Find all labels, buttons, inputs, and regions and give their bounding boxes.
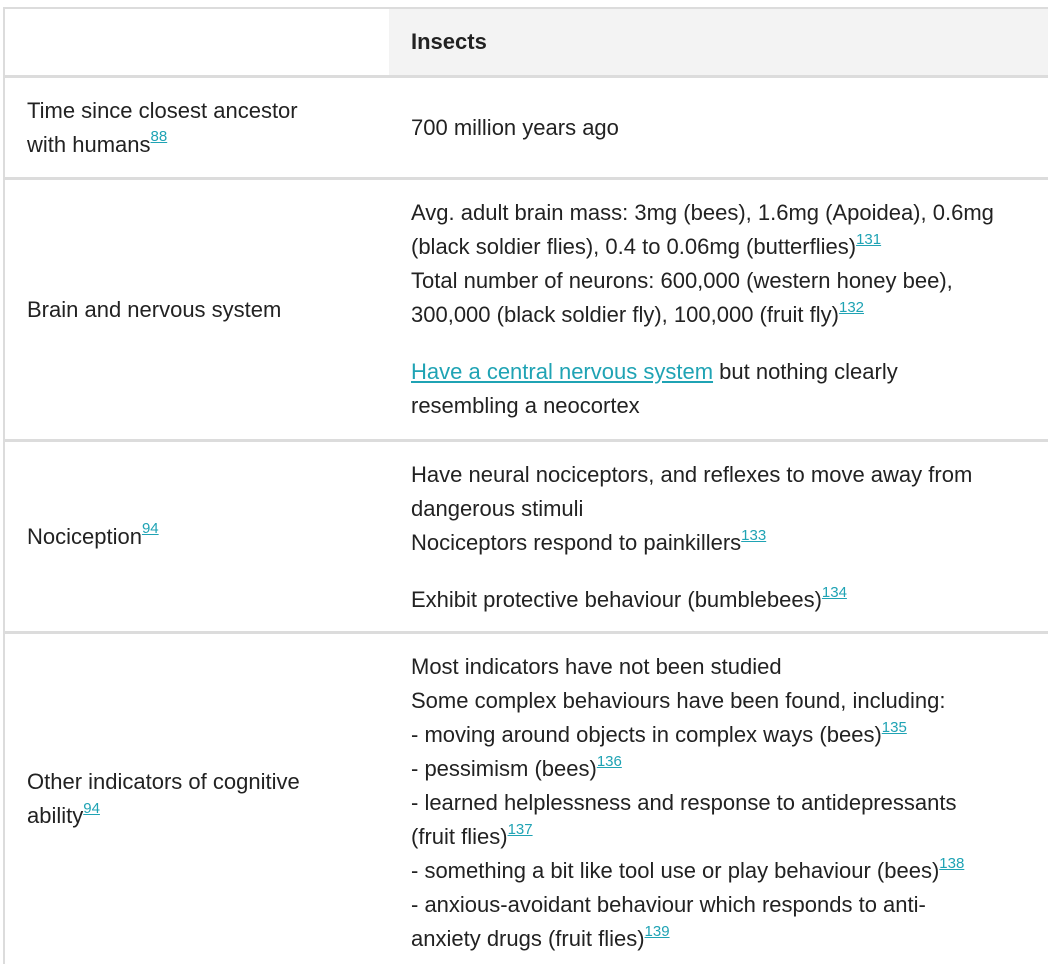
footnote-link[interactable]: 135	[881, 718, 907, 736]
row-label: Brain and nervous system	[27, 296, 282, 322]
indicator-line	[411, 820, 1035, 854]
footnote-link[interactable]: 132	[838, 298, 865, 316]
text-line: dangerous stimuli	[411, 496, 584, 521]
footnote-link[interactable]: 138	[939, 854, 965, 872]
neuron-count-text	[411, 264, 1035, 332]
header-insects-cell	[389, 9, 1048, 75]
label-text: with humans	[27, 131, 151, 157]
nervous-system-text	[411, 355, 1035, 423]
indicator-line	[411, 684, 1035, 718]
text-line: Have neural nociceptors, and reflexes to move away from	[411, 462, 973, 487]
footnote-link[interactable]: 133	[741, 526, 767, 544]
text-line: but nothing clearly	[713, 359, 898, 384]
painkillers-text	[411, 526, 1035, 560]
label-text: ability	[27, 803, 84, 828]
row-label	[27, 765, 300, 833]
indicator-line	[411, 786, 1035, 820]
row-value-cell	[389, 442, 1048, 631]
comparison-table	[3, 7, 1048, 964]
label-text: Nociception	[27, 523, 142, 549]
text-line: Total number of neurons: 600,000 (western honey bee),	[411, 268, 953, 293]
text-line: - learned helplessness and response to antidepressants	[411, 790, 957, 815]
table-row-time-since-ancestor	[5, 78, 1048, 180]
footnote-link[interactable]: 134	[821, 583, 847, 601]
text-line: Some complex behaviours have been found, including:	[411, 688, 946, 713]
nociceptors-text	[411, 458, 1035, 526]
central-nervous-system-link[interactable]: Have a central nervous system	[411, 359, 714, 384]
protective-behaviour-text	[411, 583, 1035, 617]
label-text: Other indicators of cognitive	[27, 769, 300, 794]
row-value-cell	[389, 634, 1048, 964]
text-line: Avg. adult brain mass: 3mg (bees), 1.6mg (Apoidea), 0.6mg	[411, 200, 994, 225]
text-line: Nociceptors respond to painkillers	[411, 530, 742, 555]
column-heading: Insects	[411, 29, 487, 54]
row-label-cell	[5, 442, 389, 631]
label-text: Time since closest ancestor	[27, 97, 298, 123]
indicator-line	[411, 854, 1035, 888]
text-line: - pessimism (bees)	[411, 756, 597, 781]
indicator-line	[411, 752, 1035, 786]
table-header-row	[5, 9, 1048, 78]
footnote-link[interactable]: 94	[141, 520, 159, 538]
row-value-cell	[389, 78, 1048, 177]
indicator-line	[411, 922, 1035, 956]
text-line: resembling a neocortex	[411, 393, 640, 418]
value-text: 700 million years ago	[411, 114, 619, 140]
footnote-link[interactable]: 88	[150, 128, 168, 146]
row-label-cell	[5, 180, 389, 439]
footnote-link[interactable]: 137	[507, 820, 533, 838]
row-value-cell	[389, 180, 1048, 439]
text-line: (fruit flies)	[411, 824, 508, 849]
table-row-nociception	[5, 442, 1048, 634]
footnote-link[interactable]: 136	[596, 752, 622, 770]
table-row-brain	[5, 180, 1048, 442]
indicator-line	[411, 888, 1035, 922]
text-line: Most indicators have not been studied	[411, 654, 782, 679]
row-label-cell	[5, 634, 389, 964]
spacer	[411, 560, 1035, 583]
text-line: - moving around objects in complex ways (bees)	[411, 722, 882, 747]
header-empty-cell	[5, 9, 389, 75]
text-line: - something a bit like tool use or play behaviour (bees)	[411, 858, 940, 883]
indicator-line	[411, 718, 1035, 752]
footnote-link[interactable]: 94	[83, 799, 100, 817]
row-label	[27, 520, 159, 554]
text-line: 300,000 (black soldier fly), 100,000 (fruit fly)	[411, 302, 839, 327]
table-row-cognitive-ability	[5, 634, 1048, 964]
text-line: anxiety drugs (fruit flies)	[411, 926, 645, 951]
row-label	[27, 94, 298, 162]
text-line: - anxious-avoidant behaviour which responds to anti-	[411, 892, 926, 917]
footnote-link[interactable]: 131	[856, 230, 882, 248]
brain-mass-text	[411, 196, 1035, 264]
text-line: (black soldier flies), 0.4 to 0.06mg (butterflies)	[411, 234, 857, 259]
text-line: Exhibit protective behaviour (bumblebees)	[411, 587, 822, 612]
row-label-cell	[5, 78, 389, 177]
indicator-line	[411, 650, 1035, 684]
footnote-link[interactable]: 139	[644, 922, 670, 940]
spacer	[411, 332, 1035, 355]
